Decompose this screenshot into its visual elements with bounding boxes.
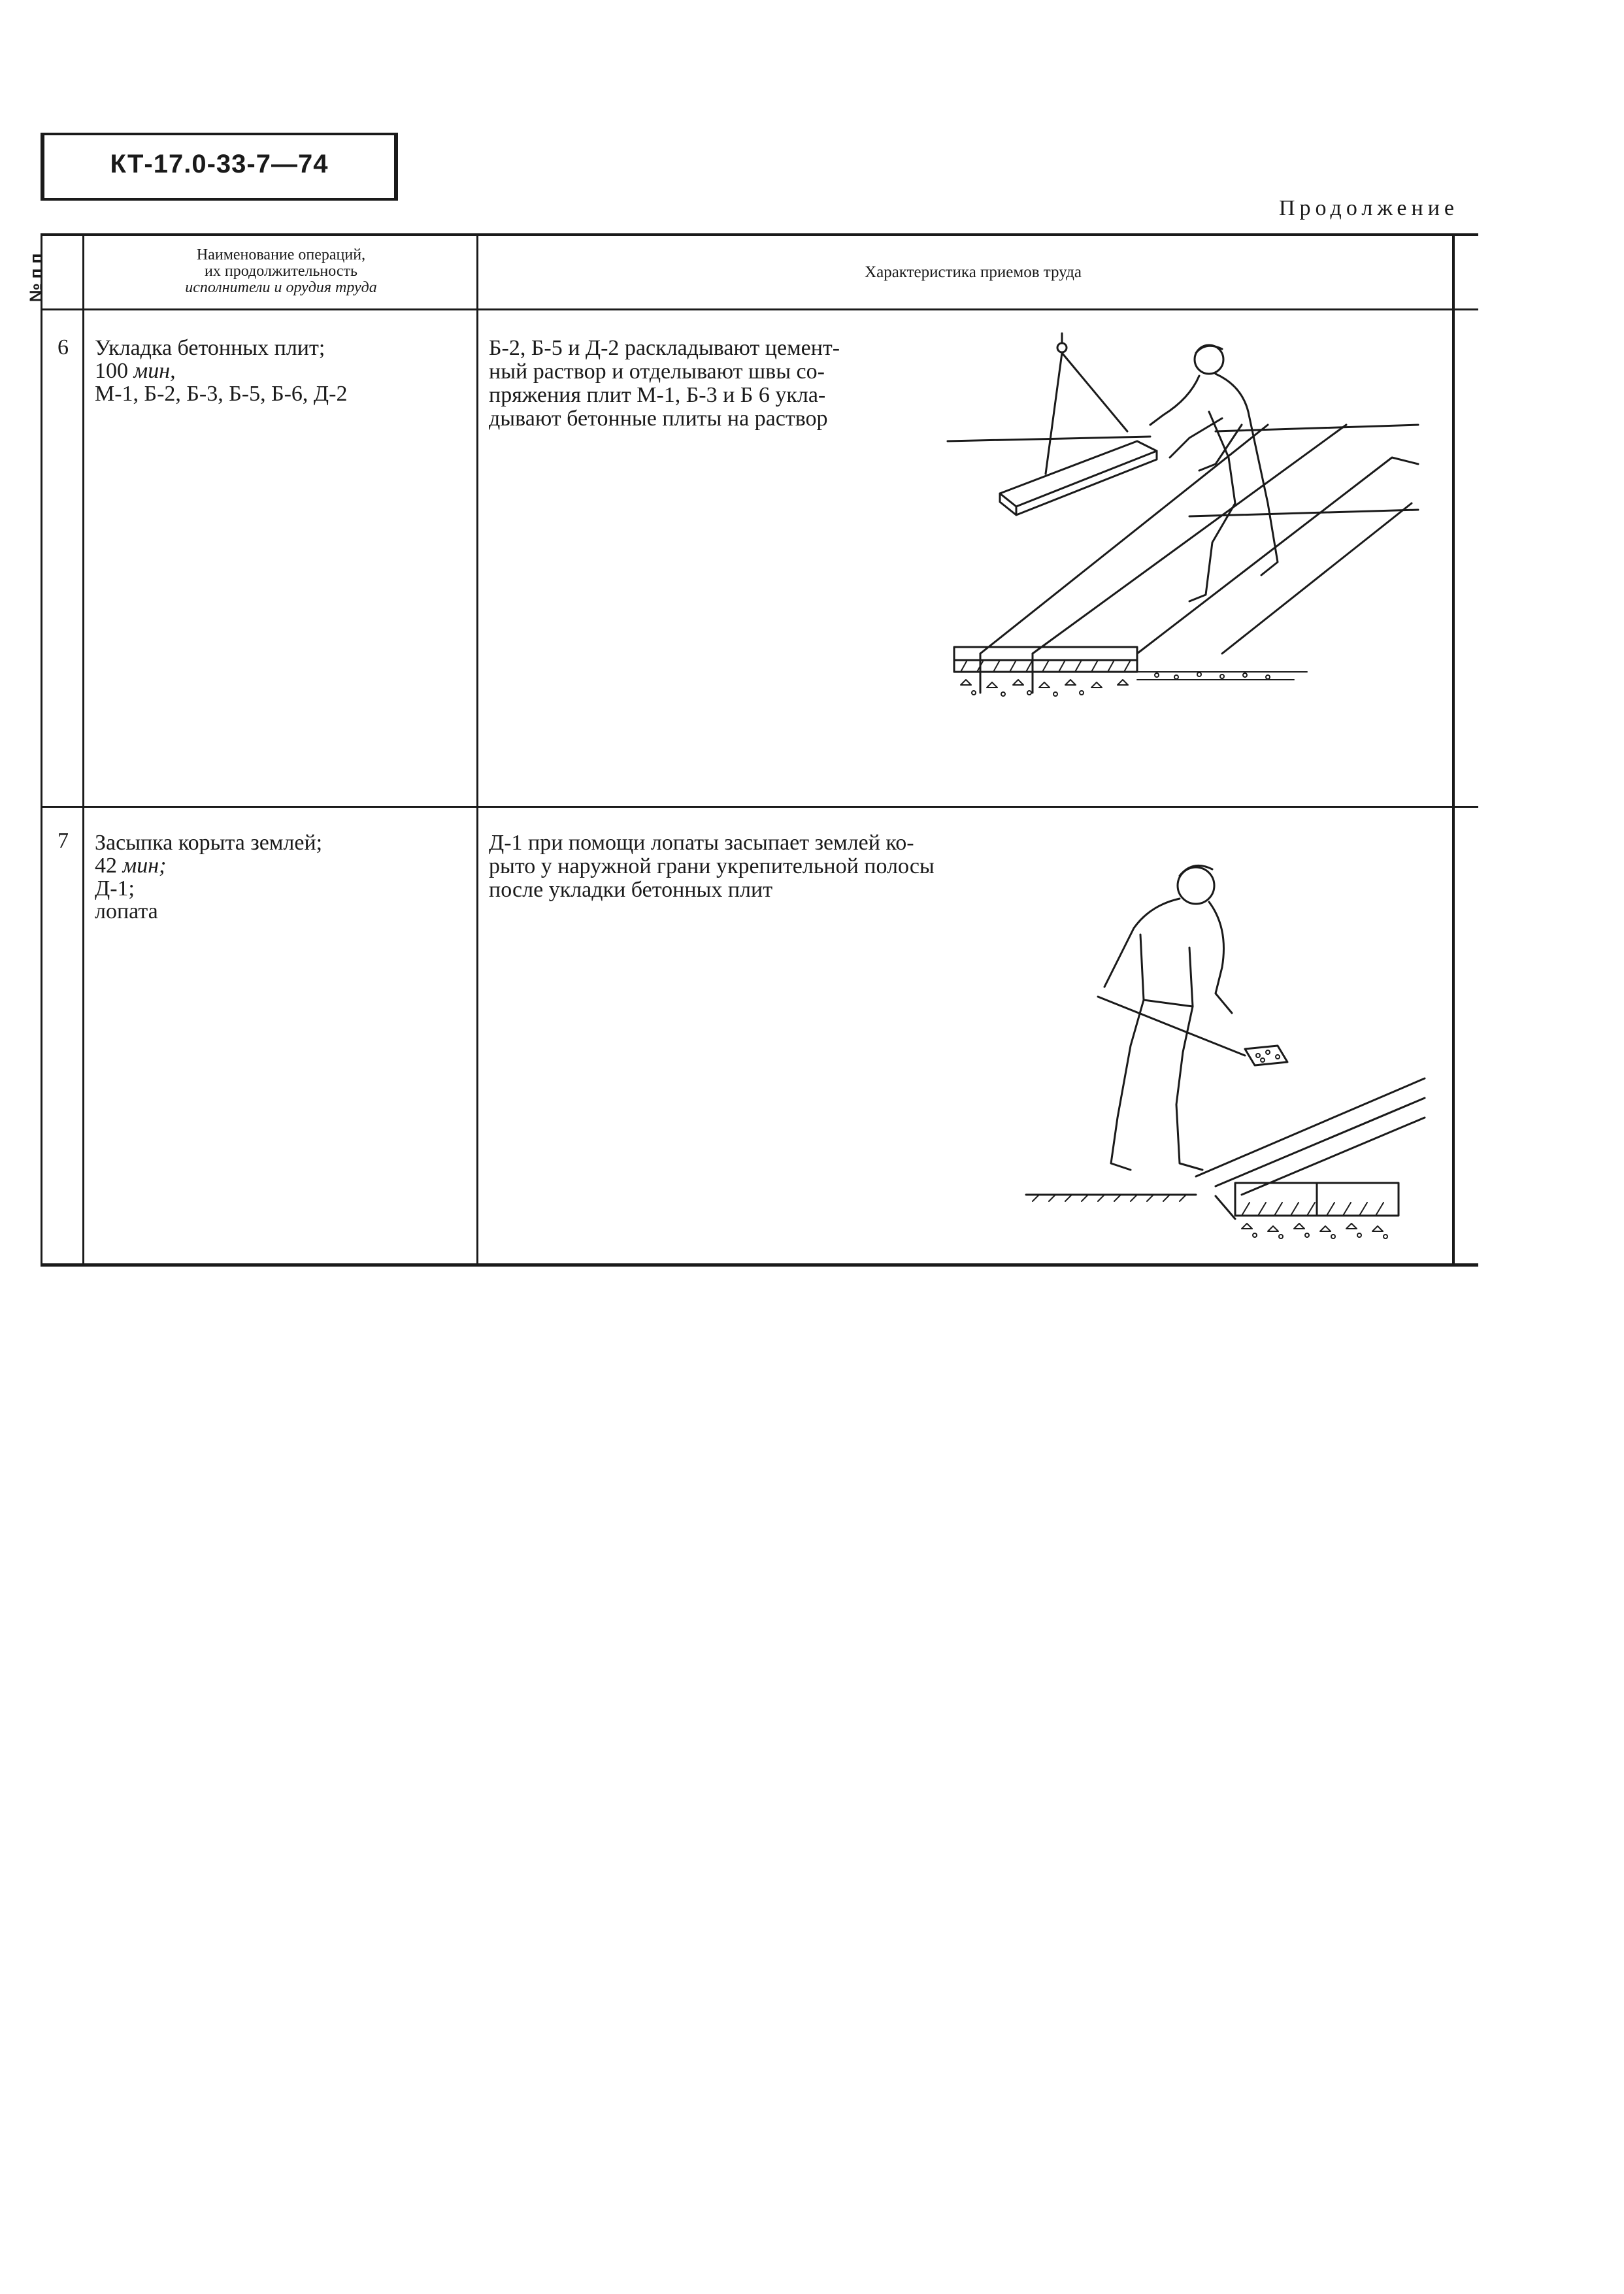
header-characteristics: Характеристика приемов труда — [865, 263, 1082, 281]
column-divider-number — [82, 233, 84, 1266]
row-separator — [41, 806, 1478, 808]
row-7-duration-value: 42 — [95, 854, 117, 878]
row-6-description-line2: ный раствор и отделывают швы со- — [489, 359, 825, 384]
shovel-blade — [1245, 1046, 1287, 1065]
row-6-duration — [95, 359, 347, 382]
column-divider-operation — [476, 233, 478, 1266]
shovel-handle — [1098, 997, 1245, 1056]
table-left-border — [41, 233, 42, 1266]
table-top-border — [41, 233, 1478, 236]
row-7-number: 7 — [58, 829, 69, 853]
table-right-border — [1452, 233, 1455, 1266]
row-7-performer: Д-1; — [95, 876, 135, 901]
row-7-operation — [95, 831, 322, 923]
continuation-label: Продолжение — [1278, 196, 1459, 220]
header-bottom-border — [41, 308, 1478, 310]
worker-figure — [1104, 865, 1232, 1170]
row-7-description — [489, 831, 1005, 902]
worker-laying-slab-illustration — [941, 327, 1431, 752]
table-bottom-border — [41, 1263, 1478, 1267]
row-6-description-line1: Б-2, Б-5 и Д-2 раскладывают цемент- — [489, 336, 840, 360]
row-6-duration-unit: мин, — [133, 359, 176, 383]
header-operation-line1: Наименование операций, — [196, 246, 366, 263]
row-6-description-line4: дывают бетонные плиты на раствор — [489, 407, 828, 431]
row-6-operation — [95, 337, 347, 405]
row-6-description — [489, 337, 899, 431]
header-operation-line2: их продолжительность — [205, 263, 357, 280]
document-code: КТ-17.0-33-7—74 — [110, 150, 329, 178]
row-7-description-line2: рыто у наружной грани укрепительной полосы — [489, 854, 935, 878]
row-7-description-line3: после укладки бетонных плит — [489, 878, 773, 902]
worker-with-shovel-illustration — [1019, 830, 1451, 1255]
row-6-number: 6 — [58, 335, 69, 359]
document-code-box — [41, 133, 398, 201]
row-7-duration-unit: мин; — [122, 854, 167, 878]
row-6-operation-name: Укладка бетонных плит; — [95, 336, 325, 360]
row-7-operation-name: Засыпка корыта землей; — [95, 831, 323, 855]
row-6-description-line3: пряжения плит М-1, Б-3 и Б 6 укла- — [489, 383, 826, 407]
header-operation-line3: исполнители и орудия труда — [185, 279, 377, 296]
row-6-duration-value: 100 — [95, 359, 128, 383]
row-7-tool: лопата — [95, 899, 158, 923]
row-7-description-line1: Д-1 при помощи лопаты засыпает землей ко- — [489, 831, 914, 855]
row-6-performers: М-1, Б-2, Б-3, Б-5, Б-6, Д-2 — [95, 382, 348, 406]
header-operation — [85, 247, 477, 296]
ground-line — [948, 425, 1418, 441]
header-number — [20, 248, 52, 307]
header-number-text: № п п — [25, 253, 46, 303]
row-7-duration — [95, 854, 322, 877]
worker-figure — [1150, 345, 1278, 601]
